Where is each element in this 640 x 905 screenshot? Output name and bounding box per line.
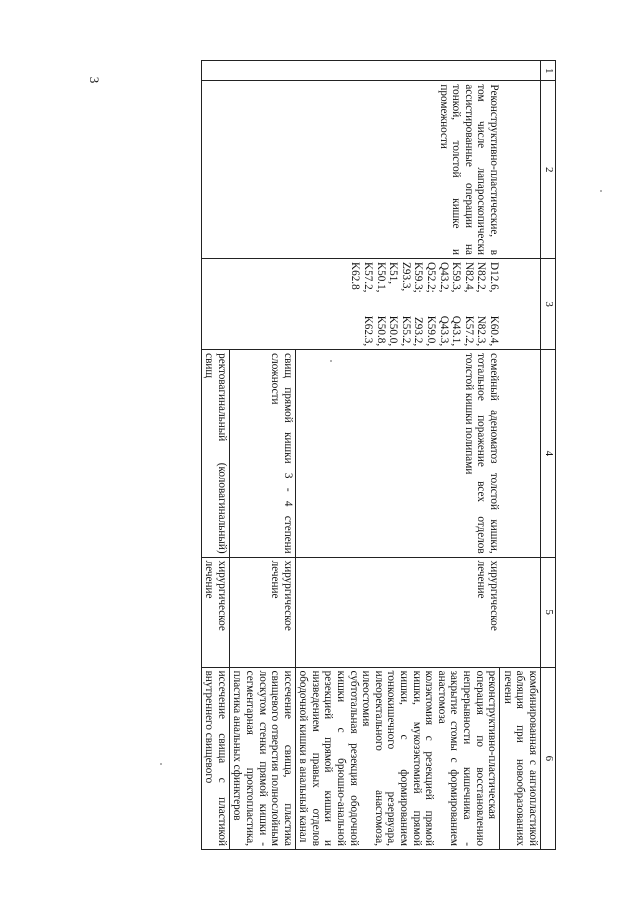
procedure-line: колэктомия с резекцией прямой кишки, мукозэктомией прямой кишки, с формированием тонкокишечного резервуара, илеоректального анастомоза, илеостомия [360,670,436,846]
table-row [500,61,541,850]
procedure-line: субтотальная резекция ободочной кишки с брюшно-анальной резекцией прямой кишки и низведением правых отделов ободочной кишки в анальный канал [297,670,360,846]
cell-group-name [201,81,540,259]
column-header: 2 [541,81,556,259]
diagnosis-text: семейный аденоматоз толстой кишки, тотальное поражение всех отделов толстой кишки полипами [462,353,500,554]
cell-procedure: комбинированная с ангиопластикой абляция при новообразованиях печени [500,667,541,849]
scan-speck [600,190,602,192]
cell-procedure: иссечение свища, пластика свищевого отверстия полнослойным лоскутом стенки прямой кишки - сегментарная проктопластика, пластика анальных сфинктеров [229,667,295,849]
column-header: 5 [541,557,556,667]
cell-treatment: хирургическое лечение [201,557,229,667]
cell-col1 [201,61,540,81]
cell-codes [201,259,540,350]
page-number: 3 [87,76,102,84]
group-name-text: Реконструктивно-пластические, в том числе лапароскопически ассистированные операции на тонкой, толстой кишке и промежности [437,84,500,256]
codes-text: D12.6, K60.4, N82.2, N82.3, N82.4, K57.2, K59.3, Q43.1, Q43.2, Q43.3, Q52.2; K59.0, K59.3; Z93.2, Z93.3, K55.2, K51, K50.0, K50.1, K50.8, K57.2, K62.3, K62.8 [349,262,500,347]
cell-diagnosis: ректовагинальный (коловагинальный) свищ [201,350,229,557]
cell-treatment [295,557,540,667]
procedure-line: реконструктивно-пластическая операция по восстановлению непрерывности кишечника - закрытие стомы с формированием анастомоза [435,670,499,846]
column-header: 6 [541,667,556,849]
cell-diagnosis [295,350,540,557]
rotated-table-wrapper [116,60,556,850]
treatment-text: хирургическое лечение [475,560,500,631]
column-header: 1 [541,61,556,81]
column-header: 4 [541,350,556,557]
table-header-row [541,61,556,850]
cell-procedure [295,667,500,849]
cell-diagnosis: свищ прямой кишки 3 - 4 степени сложности [229,350,295,557]
procedures-table [201,60,556,850]
cell-treatment: хирургическое лечение [229,557,295,667]
column-header: 3 [541,259,556,350]
cell-procedure: иссечение свища с пластикой внутреннего свищевого [201,667,229,849]
